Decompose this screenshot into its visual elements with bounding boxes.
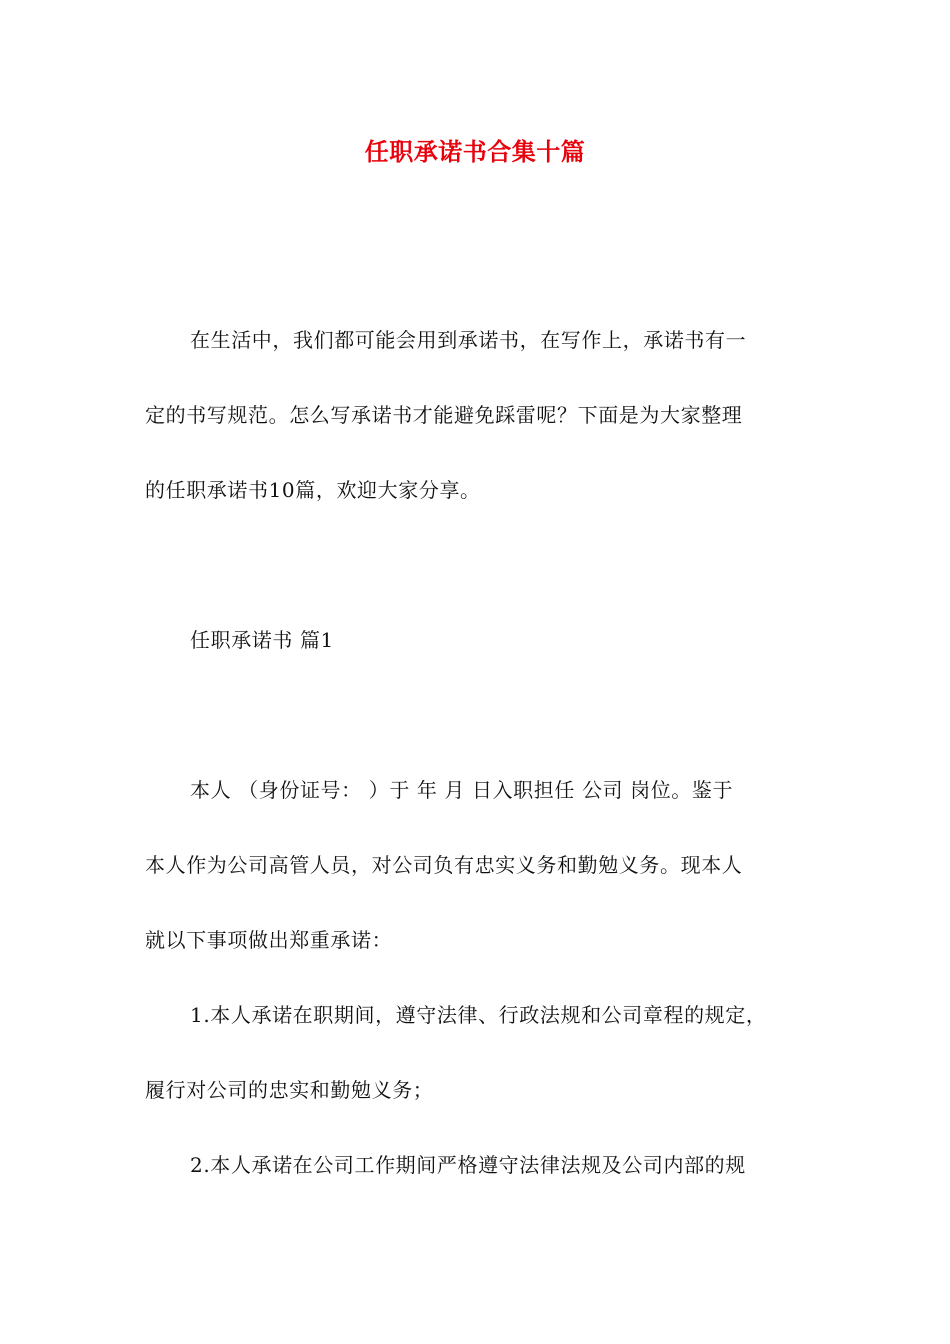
intro-line-1: 在生活中，我们都可能会用到承诺书，在写作上，承诺书有一 <box>190 328 747 352</box>
document-title: 任职承诺书合集十篇 <box>364 137 586 166</box>
paragraph-1-line-3: 就以下事项做出郑重承诺： <box>145 928 393 952</box>
item-1-line-2: 履行对公司的忠实和勤勉义务； <box>145 1078 434 1102</box>
paragraph-1-line-2: 本人作为公司高管人员，对公司负有忠实义务和勤勉义务。现本人 <box>145 853 743 877</box>
item-2-line-1: 2.本人承诺在公司工作期间严格遵守法律法规及公司内部的规 <box>190 1153 746 1177</box>
item-1-line-1: 1.本人承诺在职期间，遵守法律、行政法规和公司章程的规定， <box>190 1003 767 1027</box>
paragraph-1-line-1: 本人 （身份证号： ）于 年 月 日入职担任 公司 岗位。鉴于 <box>190 778 734 802</box>
section-heading: 任职承诺书 篇1 <box>190 628 334 652</box>
intro-line-3: 的任职承诺书10篇，欢迎大家分享。 <box>145 478 481 502</box>
intro-line-2: 定的书写规范。怎么写承诺书才能避免踩雷呢？下面是为大家整理 <box>145 403 743 427</box>
